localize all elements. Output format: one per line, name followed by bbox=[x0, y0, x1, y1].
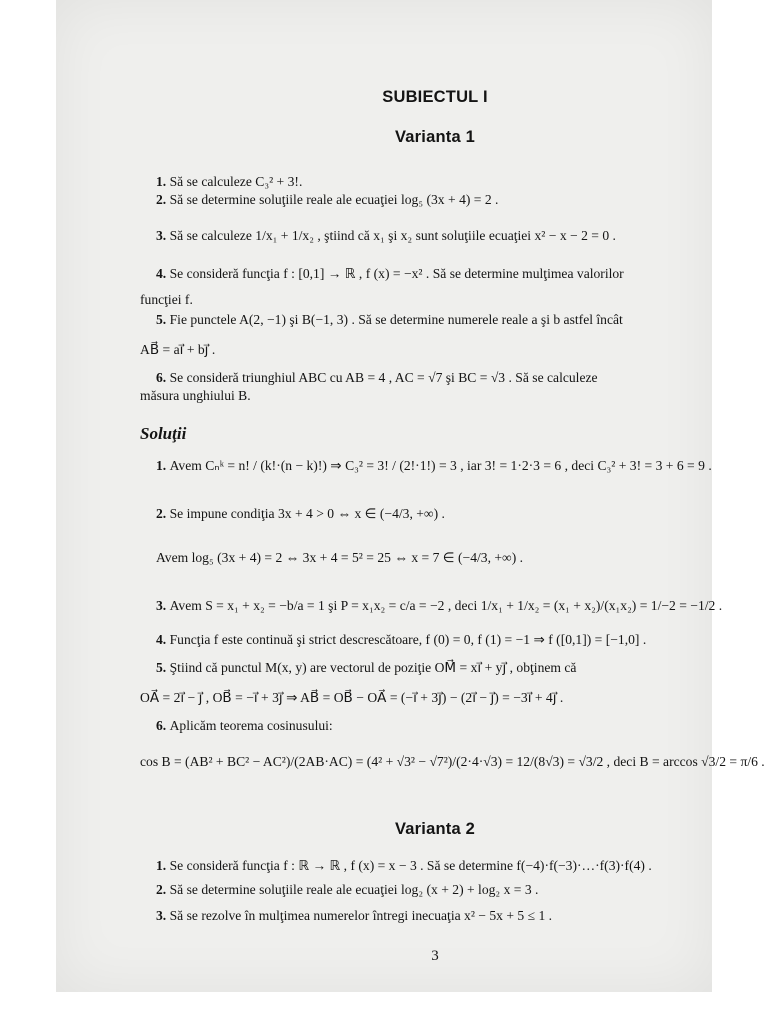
solution-2-continuation: Avem log₅ (3x + 4) = 2 ⇔ 3x + 4 = 5² = 25 ⇔ x = 7 ∈ (−4/3, +∞) . bbox=[156, 550, 524, 565]
problem-6-continuation: măsura unghiului B. bbox=[140, 388, 251, 403]
solution-1: 1. Avem Cₙᵏ = n! / (k!·(n − k)!) ⇒ C₃² = 3! / (2!·1!) = 3 , iar 3! = 1·2·3 = 6 , deci C₃² + 3! = 3 + 6 = 9 . bbox=[156, 458, 712, 473]
solution-5: 5. Ştiind că punctul M(x, y) are vectorul de poziţie OM⃗ = xi⃗ + yj⃗ , obţinem că bbox=[156, 660, 577, 675]
solution-6-continuation: cos B = (AB² + BC² − AC²)/(2AB·AC) = (4² + √3² − √7²)/(2·4·√3) = 12/(8√3) = √3/2 , deci B = arccos √3/2 = π/6 . bbox=[140, 754, 765, 769]
v2-problem-1: 1. Se consideră funcţia f : ℝ → ℝ , f (x) = x − 3 . Să se determine f(−4)·f(−3)·…·f(3)·f(4) . bbox=[156, 858, 652, 873]
solution-3: 3. Avem S = x₁ + x₂ = −b/a = 1 şi P = x₁x₂ = c/a = −2 , deci 1/x₁ + 1/x₂ = (x₁ + x₂)/(x₁x₂) = 1/−2 = −1/2 . bbox=[156, 598, 723, 613]
solution-6: 6. Aplicăm teorema cosinusului: bbox=[156, 718, 333, 733]
variant-1-title: Varianta 1 bbox=[395, 128, 475, 146]
book-page bbox=[56, 0, 765, 992]
problem-5-continuation: AB⃗ = ai⃗ + bj⃗ . bbox=[140, 342, 216, 357]
problem-2: 2. Să se determine soluţiile reale ale ecuaţiei log₅ (3x + 4) = 2 . bbox=[156, 192, 499, 207]
problem-1: 1. Să se calculeze C₃² + 3!. bbox=[156, 174, 303, 189]
solution-2: 2. Se impune condiţia 3x + 4 > 0 ⇔ x ∈ (−4/3, +∞) . bbox=[156, 506, 445, 521]
problem-5: 5. Fie punctele A(2, −1) şi B(−1, 3) . Să se determine numerele reale a şi b astfel încât bbox=[156, 312, 623, 327]
problem-6: 6. Se consideră triunghiul ABC cu AB = 4 , AC = √7 şi BC = √3 . Să se calculeze bbox=[156, 370, 598, 385]
section-title: SUBIECTUL I bbox=[382, 88, 488, 106]
solution-4: 4. Funcţia f este continuă şi strict descrescătoare, f (0) = 0, f (1) = −1 ⇒ f ([0,1]) = [−1,0] . bbox=[156, 632, 647, 647]
problem-3: 3. Să se calculeze 1/x₁ + 1/x₂ , ştiind că x₁ şi x₂ sunt soluţiile ecuaţiei x² − x − 2 = 0 . bbox=[156, 228, 616, 243]
v2-problem-2: 2. Să se determine soluţiile reale ale ecuaţiei log₂ (x + 2) + log₂ x = 3 . bbox=[156, 882, 539, 897]
solution-5-continuation: OA⃗ = 2i⃗ − j⃗ , OB⃗ = −i⃗ + 3j⃗ ⇒ AB⃗ = OB⃗ − OA⃗ = (−i⃗ + 3j⃗) − (2i⃗ − j⃗) = −3i⃗ + 4j⃗ . bbox=[140, 690, 564, 705]
problem-4: 4. Se consideră funcţia f : [0,1] → ℝ , f (x) = −x² . Să se determine mulţimea valorilor bbox=[156, 266, 624, 281]
v2-problem-3: 3. Să se rezolve în mulţimea numerelor întregi inecuaţia x² − 5x + 5 ≤ 1 . bbox=[156, 908, 553, 923]
variant-2-title: Varianta 2 bbox=[395, 820, 475, 838]
page-number: 3 bbox=[431, 948, 439, 964]
solutions-title: Soluţii bbox=[140, 424, 187, 443]
problem-4-continuation: funcţiei f. bbox=[140, 292, 193, 307]
